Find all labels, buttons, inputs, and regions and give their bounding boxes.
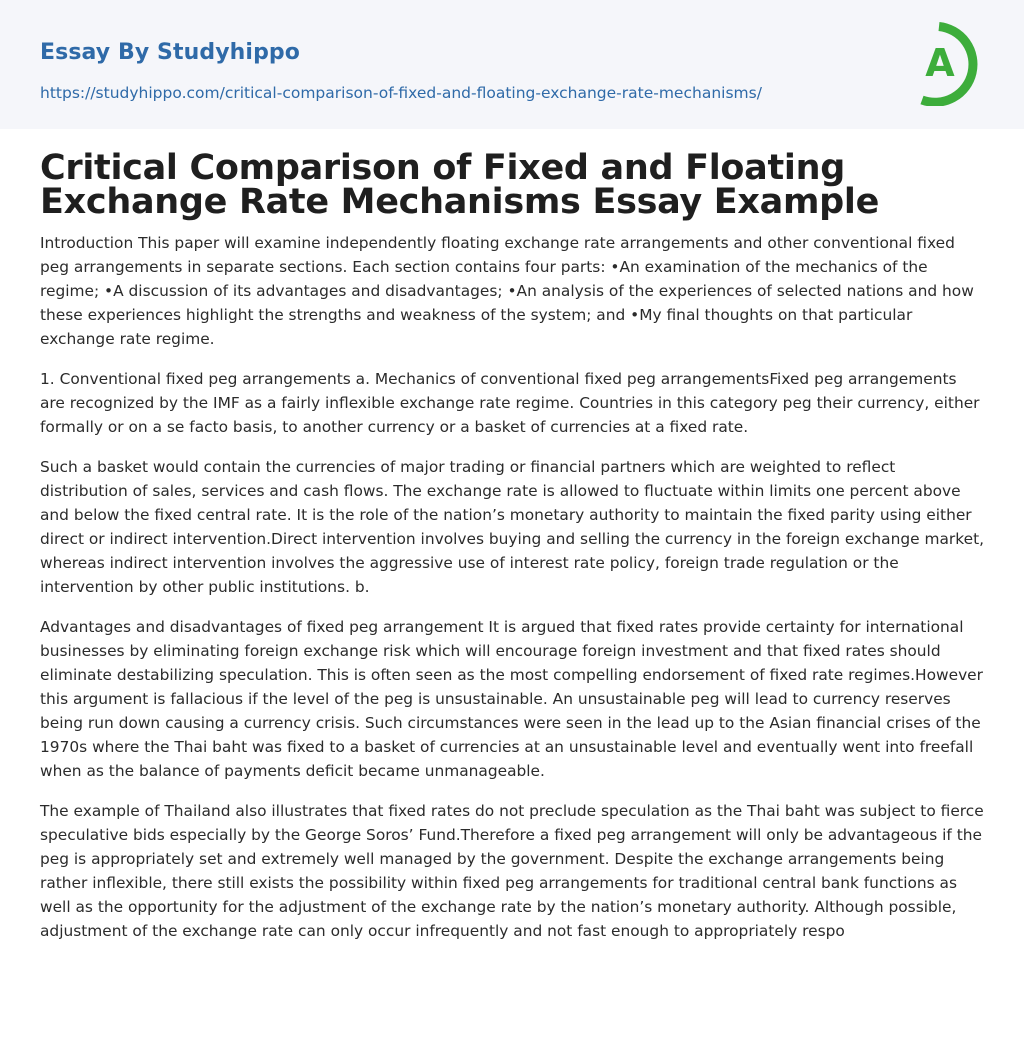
studyhippo-logo-icon[interactable] bbox=[912, 20, 986, 106]
article-title: Critical Comparison of Fixed and Floating Exchange Rate Mechanisms Essay Example bbox=[40, 148, 880, 222]
article-paragraph: The example of Thailand also illustrates that fixed rates do not preclude speculation as the Thai baht was subject to fierce speculative bids especially by the George Soros’ Fund.Therefore a fixed peg arrangement will only be advantageous if the peg is appropriately set and extremely well managed by the government. Despite the exchange arrangements being rather inflexible, there still exists the possibility within fixed peg arrangements for traditional central bank functions as well as the opportunity for the adjustment of the exchange rate by the nation’s monetary authority. Although possible, adjustment of the exchange rate can only occur infrequently and not fast enough to appropriately respo bbox=[40, 802, 984, 940]
article-paragraph: 1. Conventional fixed peg arrangements a. Mechanics of conventional fixed peg arrangementsFixed peg arrangements are recognized by the IMF as a fairly inflexible exchange rate regime. Countries in this category peg their currency, either formally or on a se facto basis, to another currency or a basket of currencies at a fixed rate. bbox=[40, 370, 980, 436]
article-paragraph: Advantages and disadvantages of fixed peg arrangement It is argued that fixed rates provide certainty for international businesses by eliminating foreign exchange risk which will encourage foreign investment and that fixed rates should eliminate destabilizing speculation. This is often seen as the most compelling endorsement of fixed rate regimes.However this argument is fallacious if the level of the peg is unsustainable. An unsustainable peg will lead to currency reserves being run down causing a currency crisis. Such circumstances were seen in the lead up to the Asian financial crises of the 1970s where the Thai baht was fixed to a basket of currencies at an unsustainable level and eventually went into freefall when as the balance of payments deficit became unmanageable. bbox=[40, 618, 983, 780]
article bbox=[0, 129, 1024, 943]
article-paragraph: Introduction This paper will examine independently floating exchange rate arrangements and other conventional fixed peg arrangements in separate sections. Each section contains four parts: •An examination of the mechanics of the regime; •A discussion of its advantages and disadvantages; •An analysis of the experiences of selected nations and how these experiences highlight the strengths and weakness of the system; and •My final thoughts on that particular exchange rate regime. bbox=[40, 234, 974, 348]
logo-letter: A bbox=[925, 41, 955, 85]
site-header bbox=[0, 0, 1024, 129]
site-title[interactable]: Essay By Studyhippo bbox=[40, 40, 300, 65]
article-paragraph: Such a basket would contain the currencies of major trading or financial partners which are weighted to reflect distribution of sales, services and cash flows. The exchange rate is allowed to fluctuate within limits one percent above and below the fixed central rate. It is the role of the nation’s monetary authority to maintain the fixed parity using either direct or indirect intervention.Direct intervention involves buying and selling the currency in the foreign exchange market, whereas indirect intervention involves the aggressive use of interest rate policy, foreign trade regulation or the intervention by other public institutions. b. bbox=[40, 458, 985, 596]
source-url-link[interactable]: https://studyhippo.com/critical-comparison-of-fixed-and-floating-exchange-rate-mechanisms/ bbox=[40, 84, 762, 102]
